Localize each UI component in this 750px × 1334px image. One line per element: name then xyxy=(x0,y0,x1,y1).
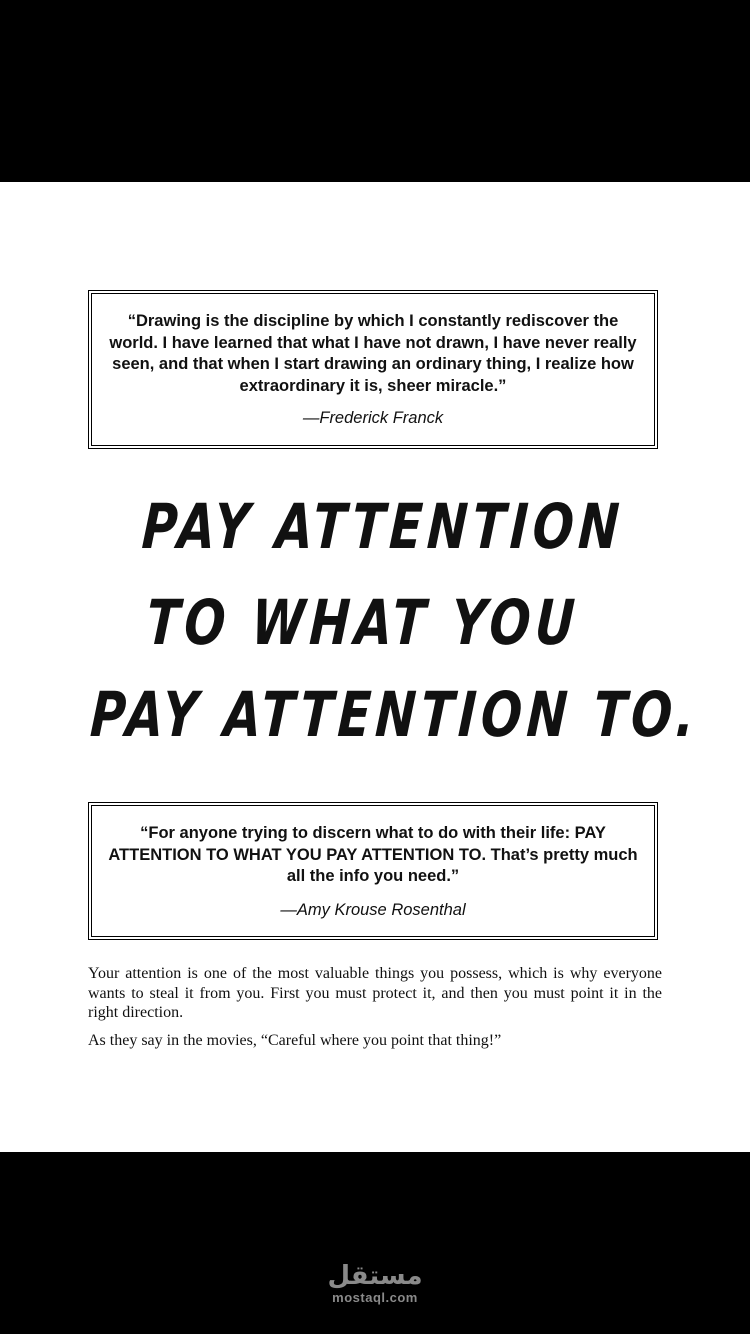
quote-box-rosenthal xyxy=(88,802,658,940)
watermark-url: mostaql.com xyxy=(332,1290,418,1305)
watermark-logo: مستقل xyxy=(327,1261,423,1291)
body-paragraph-1: Your attention is one of the most valuable things you possess, which is why everyone wants to steal it from you. First you must protect it, and then you must point it in the right direction. xyxy=(88,965,662,1021)
quote-author: —Frederick Franck xyxy=(302,409,444,427)
handlettered-heading xyxy=(0,482,750,772)
quote-author: —Amy Krouse Rosenthal xyxy=(280,901,466,919)
handlettered-line-2: TO WHAT YOU xyxy=(144,586,582,659)
body-paragraph-2: As they say in the movies, “Careful where you point that thing!” xyxy=(88,1032,502,1049)
quote-box-franck xyxy=(88,290,658,449)
handlettered-line-1: PAY ATTENTION xyxy=(140,490,626,563)
handlettered-line-3: PAY ATTENTION TO. xyxy=(88,678,701,751)
document-page xyxy=(0,182,750,1152)
quote-text: “Drawing is the discipline by which I constantly rediscover the world. I have learned that what I have not drawn, I have never really seen, and that when I start drawing an ordinary thing, I realize how extraordinary it is, sheer miracle.” xyxy=(109,312,637,395)
watermark xyxy=(0,1262,750,1305)
quote-text: “For anyone trying to discern what to do with their life: PAY ATTENTION TO WHAT YOU PAY ATTENTION TO. That’s pretty much all the info you need.” xyxy=(108,824,638,885)
